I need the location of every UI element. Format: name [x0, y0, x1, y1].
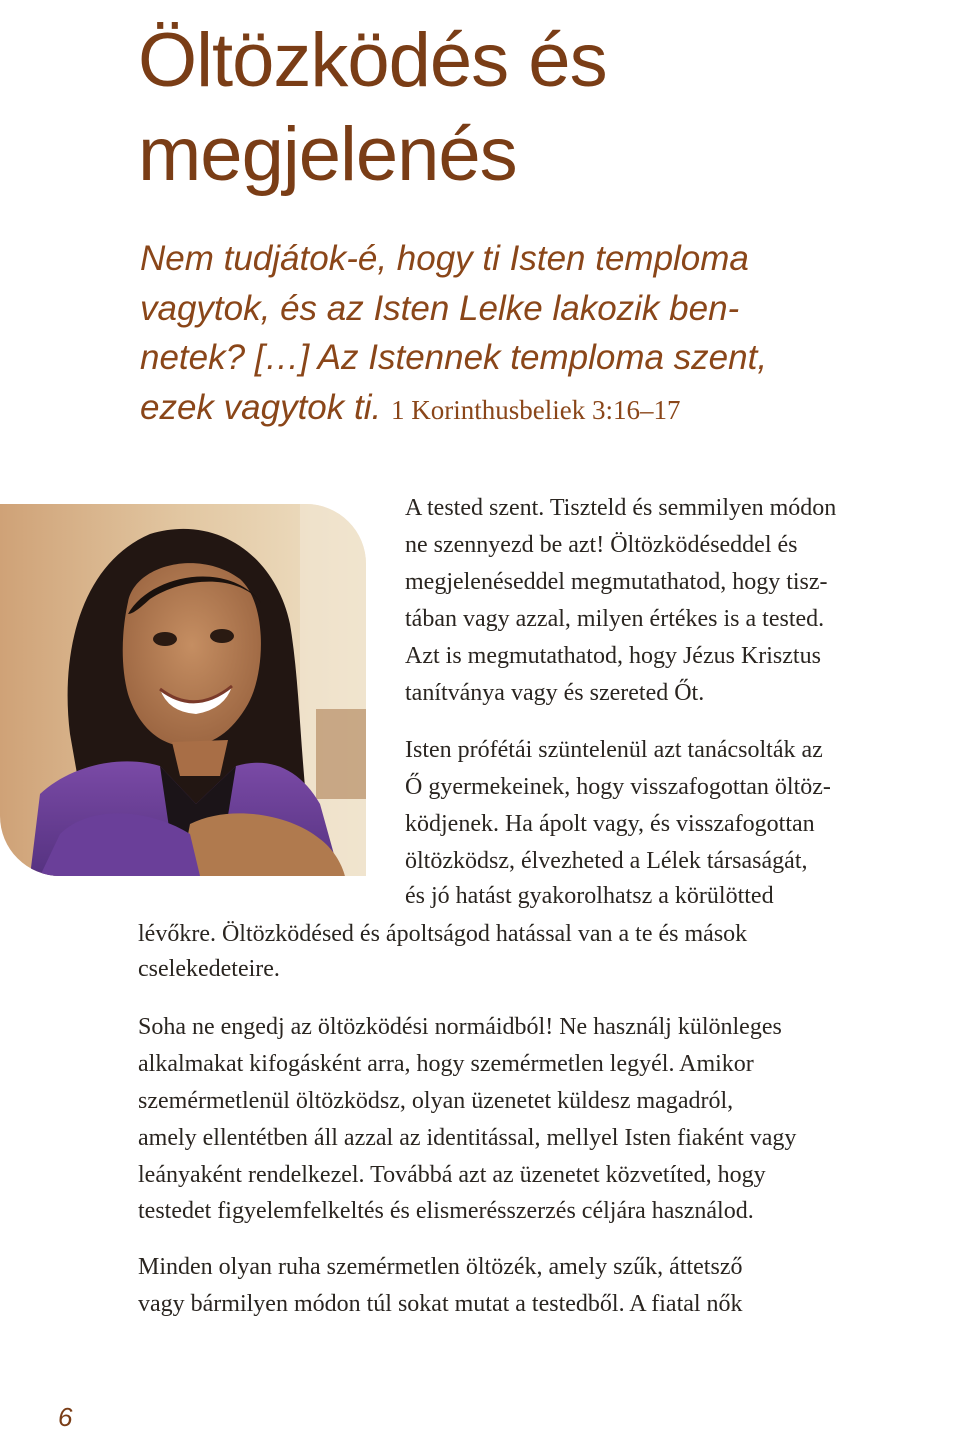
text-line: ne szennyezd be azt! Öltözködéseddel és [405, 532, 798, 558]
text-line: A tested szent. Tiszteld és semmilyen módon [405, 495, 837, 521]
scripture-quote [140, 234, 767, 435]
text-line: testedet figyelemfelkeltés és elismerésszerzés céljára használod. [138, 1198, 754, 1224]
text-line: Soha ne engedj az öltözködési normáidból! Ne használj különleges [138, 1014, 782, 1040]
text-line: és jó hatást gyakorolhatsz a körülötted [405, 883, 774, 909]
text-line: vagy bármilyen módon túl sokat mutat a testedből. A fiatal nők [138, 1291, 743, 1317]
text-line: Azt is megmutathatod, hogy Jézus Krisztus [405, 643, 821, 669]
page-title [138, 14, 607, 202]
text-line: alkalmakat kifogásként arra, hogy szemérmetlen legyél. Amikor [138, 1051, 754, 1077]
portrait-photo [0, 504, 366, 876]
title-line-2: megjelenés [138, 112, 517, 197]
text-line: Isten prófétái szüntelenül azt tanácsolták az [405, 737, 823, 763]
text-line: ködjenek. Ha ápolt vagy, és visszafogottan [405, 811, 815, 837]
quote-line: vagytok, és az Isten Lelke lakozik ben- [140, 288, 740, 328]
text-line: szemérmetlenül öltözködsz, olyan üzenetet küldesz magadról, [138, 1088, 734, 1114]
text-line: leányaként rendelkezel. Továbbá azt az üzenetet közvetíted, hogy [138, 1162, 766, 1188]
text-line: tában vagy azzal, milyen értékes is a tested. [405, 606, 825, 632]
scripture-reference: 1 Korinthusbeliek 3:16–17 [390, 394, 681, 425]
quote-line: netek? […] Az Istennek temploma szent, [140, 338, 768, 377]
text-line: Ő gyermekeinek, hogy visszafogottan öltöz- [405, 774, 831, 800]
quote-line: ezek vagytok ti. [140, 387, 382, 427]
text-line: tanítványa vagy és szereted Őt. [405, 680, 705, 706]
text-line: lévőkre. Öltözködésed és ápoltságod hatással van a te és mások [138, 921, 748, 947]
text-line: cselekedeteire. [138, 956, 280, 982]
page-number: 6 [58, 1402, 73, 1432]
quote-line: Nem tudjátok-é, hogy ti Isten temploma [140, 239, 749, 278]
text-line: Minden olyan ruha szemérmetlen öltözék, amely szűk, áttetsző [138, 1254, 743, 1280]
text-line: öltözködsz, élvezheted a Lélek társaságát, [405, 848, 808, 874]
title-line-1: Öltözködés és [138, 18, 607, 103]
text-line: megjelenéseddel megmutathatod, hogy tisz- [405, 569, 828, 595]
portrait-illustration [0, 504, 366, 876]
text-line: amely ellentétben áll azzal az identitással, mellyel Isten fiaként vagy [138, 1125, 797, 1151]
